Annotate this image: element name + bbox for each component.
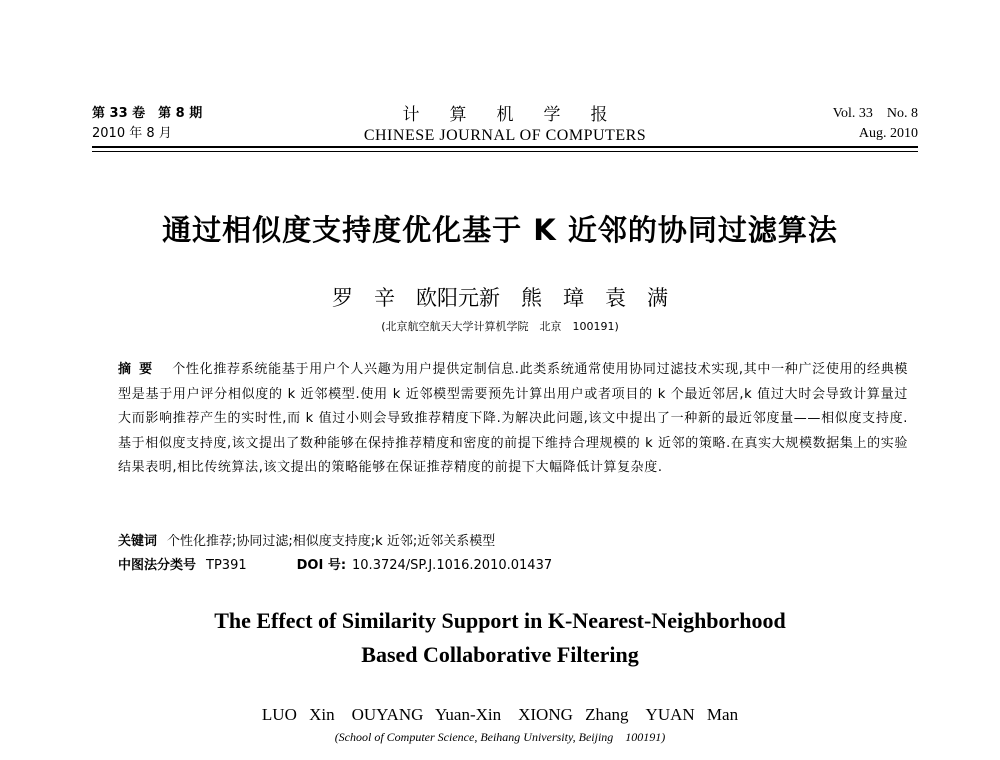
abstract-text: 个性化推荐系统能基于用户个人兴趣为用户提供定制信息.此类系统通常使用协同过滤技术实现,其中一种广泛使用的经典模型是基于用户评分相似度的 k 近邻模型.使用 k 近邻模型需要预先计算出用户或者项目的 k 个最近邻居,k 值过大时会导致计算量过大而影响推荐产生的实时性,而 k 值过小则会导致推荐精度下降.为解决此问题,该文中提出了一种新的最近邻度量——相似度支持度.基于相似度支持度,该文提出了数种能够在保持推荐精度和密度的前提下维持合理规模的 k 近邻的策略.在真实大规模数据集上的实验结果表明,相比传统算法,该文提出的策略能够在保证推荐精度的前提下大幅降低计算复杂度. xyxy=(118,362,908,476)
date-en: Aug. 2010 xyxy=(858,126,918,141)
keywords xyxy=(118,532,908,552)
journal-name-cn: 计算机学报 xyxy=(402,105,638,125)
keywords-text: 个性化推荐;协同过滤;相似度支持度;k 近邻;近邻关系模型 xyxy=(167,534,496,549)
authors-en: LUO Xin OUYANG Yuan-Xin XIONG Zhang YUAN Man xyxy=(261,705,739,724)
affiliation-en: (School of Computer Science, Beihang University, Beijing 100191) xyxy=(334,730,666,744)
header-rule-thick xyxy=(92,146,918,148)
classification xyxy=(118,556,908,576)
journal-name-en: CHINESE JOURNAL OF COMPUTERS xyxy=(363,127,647,144)
paper-title-en-line2: Based Collaborative Filtering xyxy=(361,642,639,667)
header-left xyxy=(92,104,202,144)
keywords-label: 关键词 xyxy=(118,534,158,549)
doi-value: 10.3724/SP.J.1016.2010.01437 xyxy=(352,558,553,573)
journal-name xyxy=(320,100,690,145)
classification-value: TP391 xyxy=(206,558,247,573)
paper-title-en-line1: The Effect of Similarity Support in K-Nearest-Neighborhood xyxy=(214,608,786,633)
abstract-label: 摘要 xyxy=(118,362,161,377)
doi-label: DOI 号: xyxy=(296,558,347,573)
authors-cn: 罗 辛 欧阳元新 熊 璋 袁 满 xyxy=(332,286,668,310)
classification-label: 中图法分类号 xyxy=(118,558,197,573)
abstract xyxy=(118,358,908,481)
date-cn: 2010 年 8 月 xyxy=(92,126,172,141)
paper-title-en xyxy=(0,604,1000,672)
volume-issue-en: Vol. 33 No. 8 xyxy=(832,106,918,121)
header-rule-thin xyxy=(92,151,918,152)
paper-title-cn: 通过相似度支持度优化基于 K 近邻的协同过滤算法 xyxy=(162,213,838,247)
header-right xyxy=(833,104,918,144)
affiliation-cn: (北京航空航天大学计算机学院 北京 100191) xyxy=(381,320,619,333)
volume-issue-cn: 第 33 卷 第 8 期 xyxy=(92,106,203,121)
